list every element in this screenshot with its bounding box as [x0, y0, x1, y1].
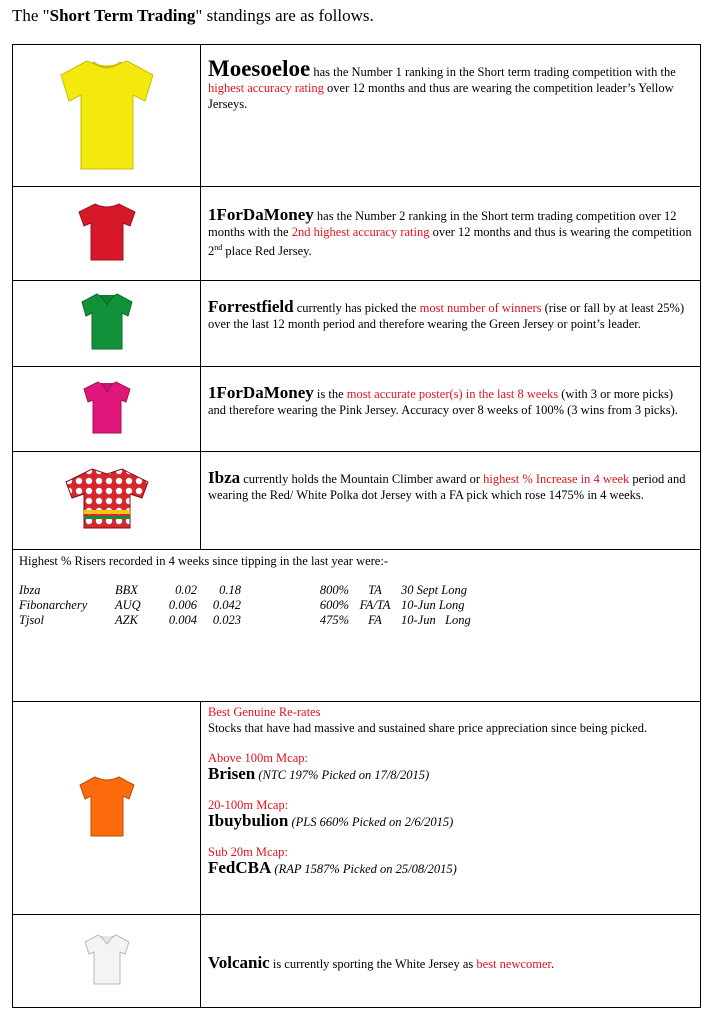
risers-table [19, 583, 471, 628]
rerate-item: Above 100m Mcap: Brisen (NTC 197% Picked on 17/8/2015) [208, 751, 430, 783]
standing-text-4: 1ForDaMoney is the most accurate poster(s) in the last 8 weeks (with 3 or more picks) and therefore wearing the Pink Jersey. Accuracy over 8 weeks of 100% (3 wins from 3 picks). [201, 367, 701, 452]
white-jersey-row [13, 915, 701, 1008]
standing-text-2: 1ForDaMoney has the Number 2 ranking in the Short term trading competition over 12 months with the 2nd highest accuracy rating over 12 months and thus is wearing the competition 2nd place Red Jersey. [201, 187, 701, 281]
standing-text-3: Forrestfield currently has picked the most number of winners (rise or fall by at least 25%) over the last 12 month period and therefore wearing the Green Jersey or point’s leader. [201, 281, 701, 367]
pink-jersey-icon [82, 379, 132, 435]
highlight-text: highest % Increase in 4 week [483, 472, 630, 486]
standing-text-1: Moesoeloe has the Number 1 ranking in the Short term trading competition with the highest accuracy rating over 12 months and thus are wearing the competition leader’s Yellow Jerseys. [201, 45, 701, 187]
jersey-cell [13, 187, 201, 281]
rerate-item: 20-100m Mcap: Ibuybulion (PLS 660% Picked on 2/6/2015) [208, 798, 454, 830]
player-name: Volcanic [208, 952, 270, 972]
highlight-text: highest accuracy rating [208, 81, 324, 95]
jersey-cell [13, 702, 201, 915]
red-jersey-icon [77, 200, 137, 262]
standing-row-1 [13, 45, 701, 187]
player-name: 1ForDaMoney [208, 383, 314, 402]
risers-cell [13, 550, 701, 702]
white-jersey-text: Volcanic is currently sporting the White Jersey as best newcomer. [201, 915, 701, 1008]
highlight-text: most accurate poster(s) in the last 8 weeks [346, 387, 559, 401]
green-jersey-icon [80, 291, 134, 351]
highlight-text: 2nd highest accuracy rating [291, 225, 430, 239]
yellow-jersey-icon [57, 53, 157, 173]
white-jersey-icon [83, 932, 131, 986]
standing-row-2 [13, 187, 701, 281]
intro-text: The "Short Term Trading" standings are as follows. [12, 6, 374, 25]
riser-row: Ibza BBX 0.02 0.18 800% TA 30 Sept Long [19, 583, 467, 597]
player-name: Ibza [208, 468, 241, 487]
standing-row-3 [13, 281, 701, 367]
riser-row: Tjsol AZK 0.004 0.023 475% FA 10-Jun Long [19, 613, 471, 627]
riser-row: Fibonarchery AUQ 0.006 0.042 600% FA/TA 10-Jun Long [19, 598, 465, 612]
orange-jersey-icon [78, 774, 136, 838]
rerate-item: Sub 20m Mcap: FedCBA (RAP 1587% Picked on 25/08/2015) [208, 845, 457, 877]
highlight-text: most number of winners [419, 301, 542, 315]
risers-row [13, 550, 701, 702]
player-name: Forrestfield [208, 297, 294, 316]
rerates-row [13, 702, 701, 915]
standing-text-5: Ibza currently holds the Mountain Climber award or highest % Increase in 4 week period and wearing the Red/ White Polka dot Jersey with a FA pick which rose 1475% in 4 weeks. [201, 452, 701, 550]
rerates-desc: Stocks that have had massive and sustained share price appreciation since being picked. [208, 721, 648, 735]
rerates-cell [201, 702, 701, 915]
jersey-cell [13, 45, 201, 187]
player-name: 1ForDaMoney [208, 205, 314, 224]
jersey-cell [13, 915, 201, 1008]
intro-title: Short Term Trading [49, 6, 196, 25]
jersey-cell [13, 367, 201, 452]
standing-row-4 [13, 367, 701, 452]
standing-row-5 [13, 452, 701, 550]
polka-dot-jersey-icon [64, 466, 150, 530]
jersey-cell [13, 452, 201, 550]
highlight-text: best newcomer [476, 956, 552, 971]
leader-name: Moesoeloe [208, 56, 311, 81]
risers-heading: Highest % Risers recorded in 4 weeks since tipping in the last year were:- [19, 554, 388, 568]
standings-table [12, 44, 701, 1008]
jersey-cell [13, 281, 201, 367]
rerates-title: Best Genuine Re-rates [208, 705, 321, 719]
